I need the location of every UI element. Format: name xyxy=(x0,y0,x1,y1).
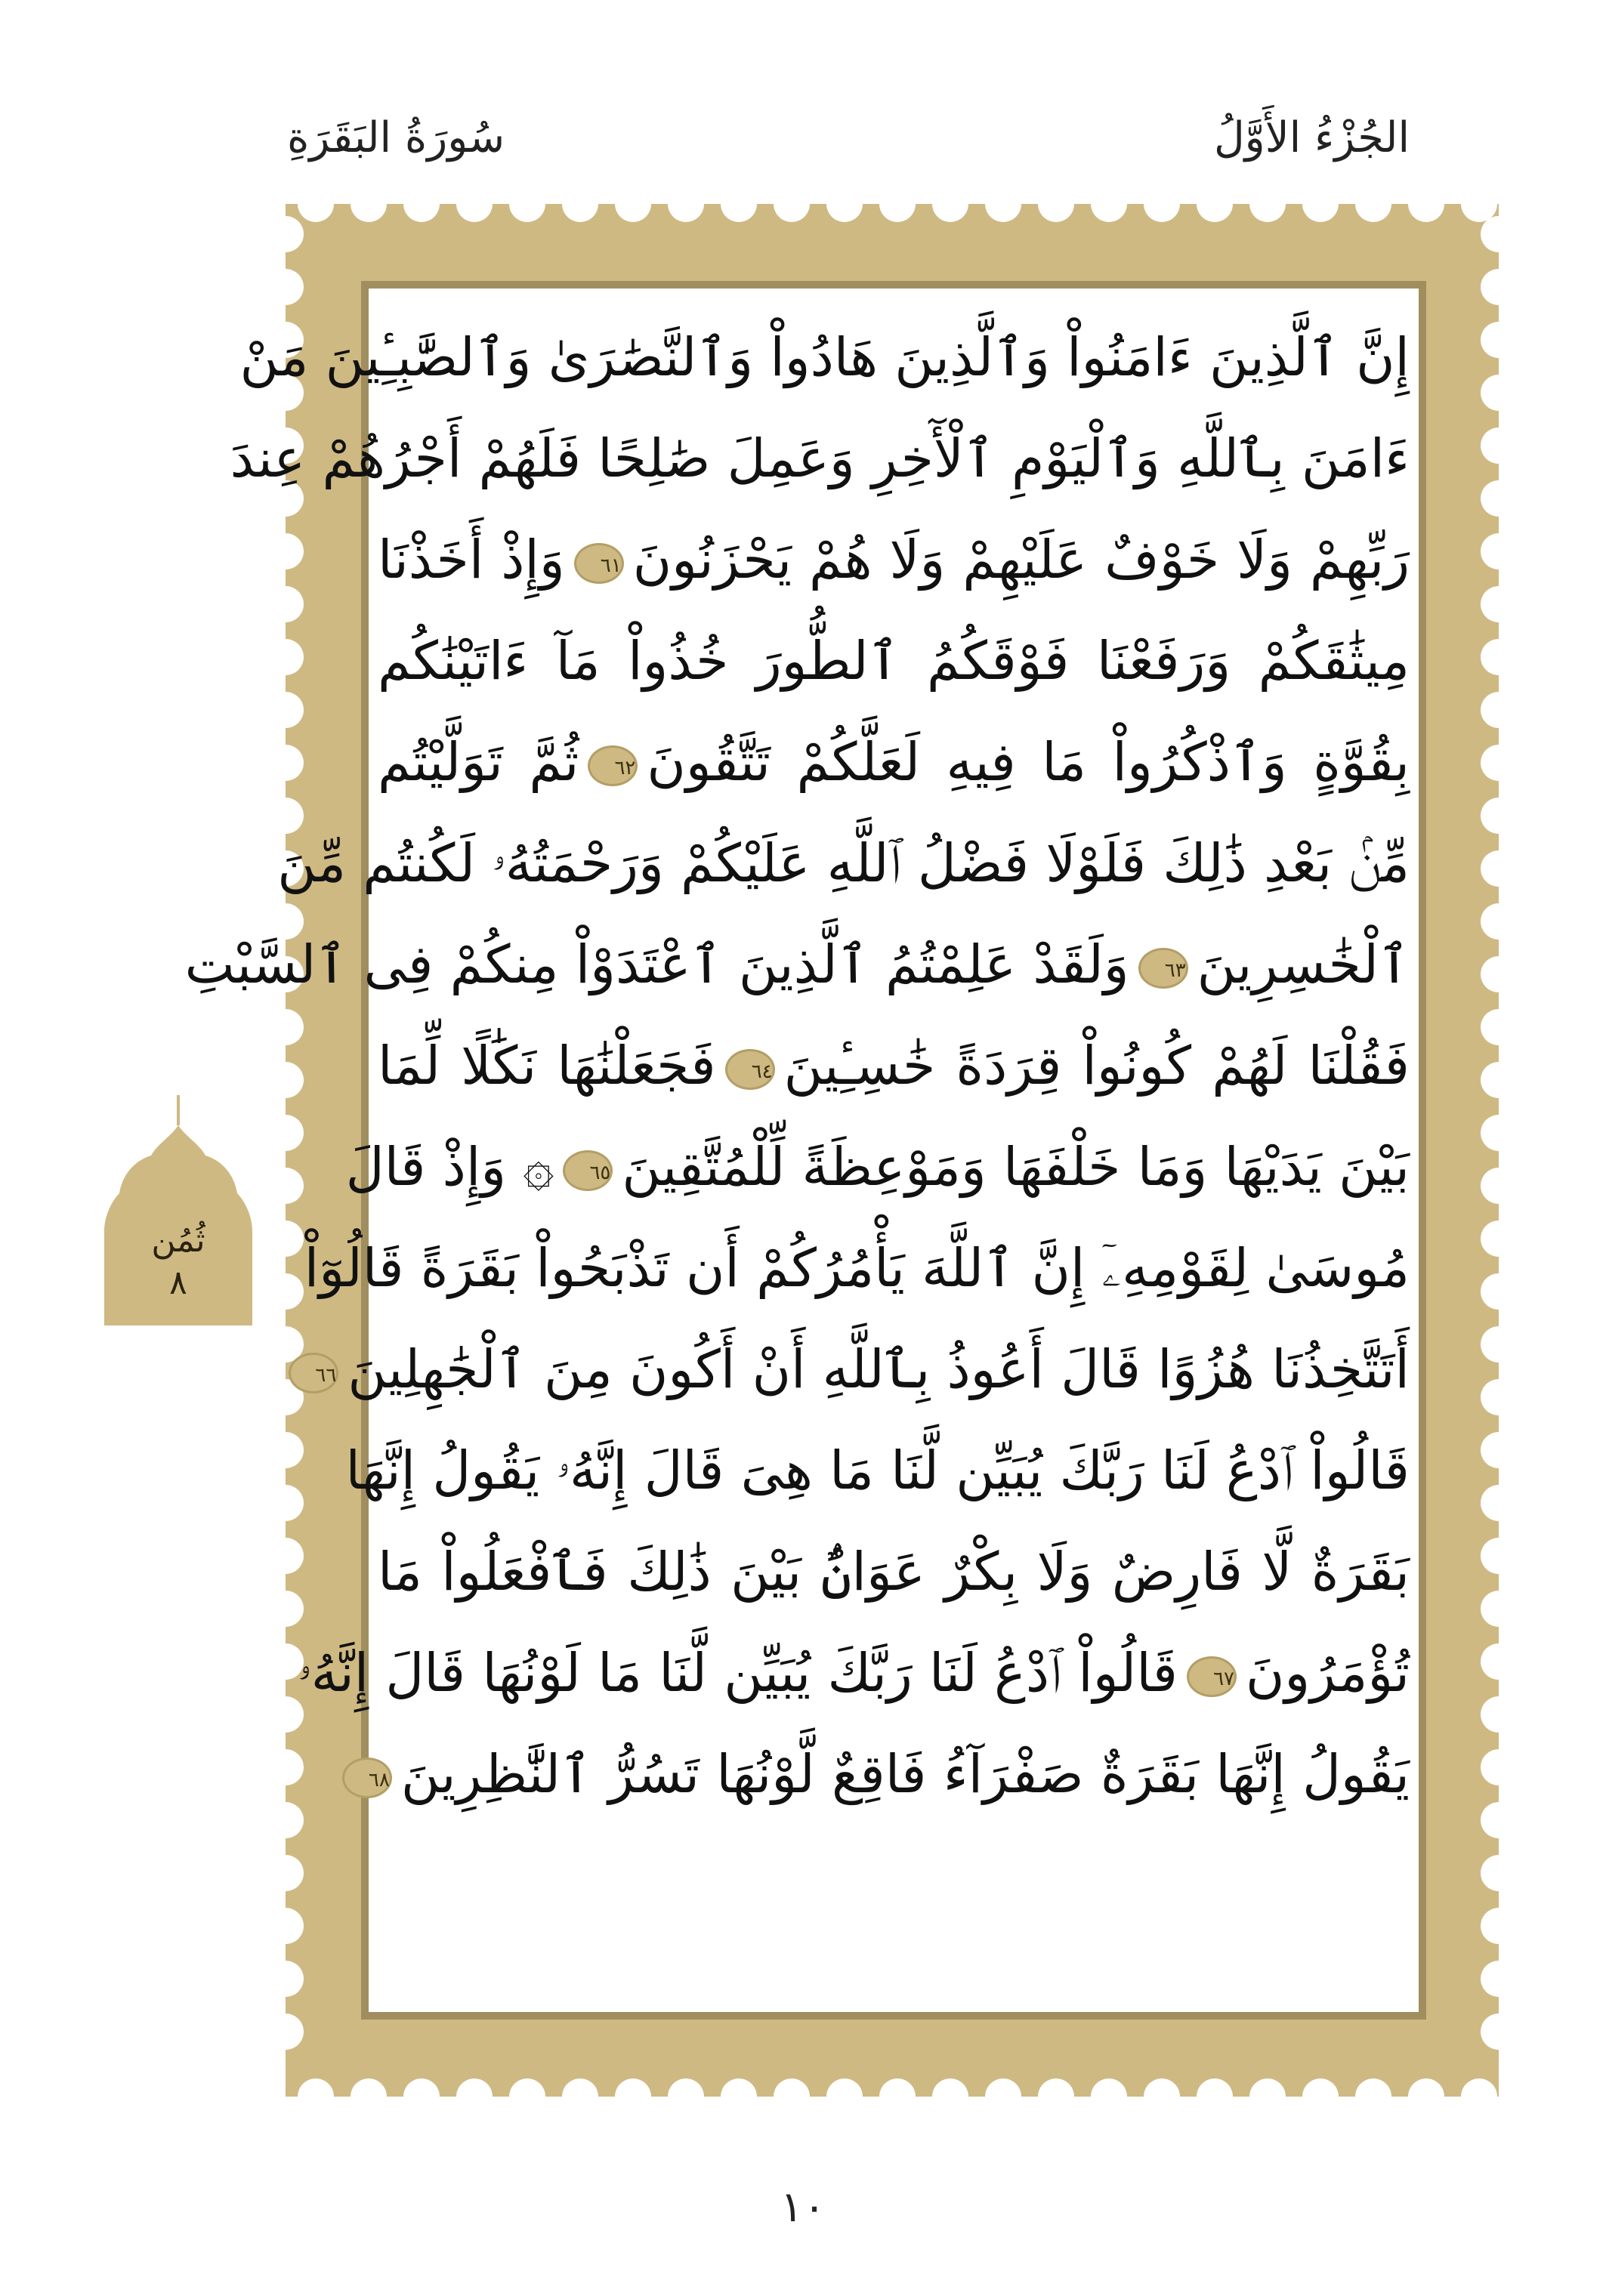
frame-scallop xyxy=(267,586,304,622)
frame-scallop xyxy=(879,2078,916,2115)
text-line: بِقُوَّةٍ وَٱذْكُرُواْ مَا فِيهِ لَعَلَّكُمْ تَتَّقُونَ٦٢ثُمَّ تَوَلَّيْتُم xyxy=(378,731,1410,793)
ayah-number-marker: ٦٤ xyxy=(725,1049,775,1090)
frame-scallop xyxy=(615,2078,651,2115)
ayah-number-marker: ٦٨ xyxy=(342,1757,392,1798)
frame-scallop xyxy=(267,1009,304,1045)
frame-scallop xyxy=(267,1802,304,1838)
ayah-number-marker: ٦١ xyxy=(574,543,624,584)
frame-scallop xyxy=(1481,1168,1517,1204)
frame-scallop xyxy=(774,2078,810,2115)
frame-scallop xyxy=(1481,1432,1517,1468)
ayah-number-marker: ٦٧ xyxy=(1187,1656,1237,1697)
frame-scallop xyxy=(1481,1696,1517,1733)
text-line: مِيثَٰقَكُمْ وَرَفَعْنَا فَوْقَكُمُ ٱلطُّورَ خُذُواْ مَآ ءَاتَيْنَٰكُم xyxy=(378,630,1410,692)
frame-scallop xyxy=(1355,2078,1391,2115)
frame-scallop xyxy=(1408,2078,1444,2115)
frame-scallop xyxy=(509,2078,545,2115)
frame-scallop xyxy=(1481,1749,1517,1785)
text-line: يَقُولُ إِنَّهَا بَقَرَةٌ صَفْرَآءُ فَاقِعٌ لَّوْنُهَا تَسُرُّ ٱلنَّٰظِرِينَ٦٨ xyxy=(378,1725,1410,1823)
frame-scallop xyxy=(267,1908,304,1944)
frame-scallop xyxy=(1481,1115,1517,1151)
frame-scallop xyxy=(298,2078,334,2115)
frame-scallop xyxy=(1408,186,1444,222)
text-line: مِّنۢ بَعْدِ ذَٰلِكَ فَلَوْلَا فَضْلُ ٱللَّهِ عَلَيْكُمْ وَرَحْمَتُهُۥ لَكُنتُم مِّنَ xyxy=(277,832,1410,894)
frame-scallop xyxy=(1091,2078,1127,2115)
frame-scallop xyxy=(267,1485,304,1521)
frame-scallop xyxy=(1038,186,1074,222)
frame-scallop xyxy=(267,1591,304,1627)
frame-scallop xyxy=(267,1168,304,1204)
frame-scallop xyxy=(1481,1273,1517,1310)
text-line: قَالُواْ ٱدْعُ لَنَا رَبَّكَ يُبَيِّن لَّنَا مَا هِىَ قَالَ إِنَّهُۥ يَقُولُ إِنَّهَا xyxy=(345,1440,1410,1501)
frame-scallop xyxy=(1481,1908,1517,1944)
frame-scallop xyxy=(1481,269,1517,305)
text-line: بَقَرَةٌ لَّا فَارِضٌ وَلَا بِكْرٌ عَوَانٌۢ بَيْنَ ذَٰلِكَ فَٱفْعَلُواْ مَا xyxy=(378,1541,1410,1603)
frame-scallop xyxy=(1481,1538,1517,1574)
frame-scallop xyxy=(267,745,304,781)
frame-scallop xyxy=(1481,2014,1517,2050)
frame-scallop xyxy=(267,2014,304,2050)
frame-scallop xyxy=(1481,216,1517,252)
ayah-number-marker: ٦٢ xyxy=(588,745,638,786)
frame-scallop xyxy=(351,2078,387,2115)
frame-scallop xyxy=(267,1115,304,1151)
frame-scallop xyxy=(721,186,757,222)
frame-scallop xyxy=(456,2078,493,2115)
frame-scallop xyxy=(403,186,440,222)
frame-scallop xyxy=(1197,2078,1233,2115)
frame-scallop xyxy=(1481,1961,1517,1997)
frame-scallop xyxy=(1038,2078,1074,2115)
frame-scallop xyxy=(562,186,598,222)
frame-scallop xyxy=(1481,1062,1517,1098)
frame-scallop xyxy=(826,2078,863,2115)
frame-scallop xyxy=(267,1538,304,1574)
frame-scallop xyxy=(1481,1221,1517,1257)
frame-scallop xyxy=(267,269,304,305)
frame-scallop xyxy=(267,1221,304,1257)
ayah-number-marker: ٦٣ xyxy=(1138,948,1188,989)
text-line: إِنَّ ٱلَّذِينَ ءَامَنُواْ وَٱلَّذِينَ هَادُواْ وَٱلنَّصَٰرَىٰ وَٱلصَّٰبِـِٔينَ مَنْ xyxy=(239,326,1410,388)
frame-scallop xyxy=(562,2078,598,2115)
frame-scallop xyxy=(267,216,304,252)
frame-scallop xyxy=(1355,186,1391,222)
frame-scallop xyxy=(1144,2078,1180,2115)
text-line: رَبِّهِمْ وَلَا خَوْفٌ عَلَيْهِمْ وَلَا هُمْ يَحْزَنُونَ٦١وَإِذْ أَخَذْنَا xyxy=(378,529,1410,591)
frame-scallop xyxy=(267,692,304,728)
frame-scallop xyxy=(1481,1802,1517,1838)
ayah-number-marker: ٦٥ xyxy=(563,1150,613,1191)
frame-scallop xyxy=(1091,186,1127,222)
frame-scallop xyxy=(615,186,651,222)
frame-scallop xyxy=(1481,480,1517,517)
frame-scallop xyxy=(1461,2078,1497,2115)
frame-scallop xyxy=(1481,1009,1517,1045)
frame-scallop xyxy=(1481,903,1517,940)
hizb-label: ثُمُن xyxy=(151,1221,205,1260)
frame-scallop xyxy=(1481,745,1517,781)
frame-scallop xyxy=(267,1749,304,1785)
hizb-marker-text xyxy=(104,1220,252,1304)
frame-scallop xyxy=(826,186,863,222)
frame-scallop xyxy=(267,1432,304,1468)
frame-scallop xyxy=(1481,1855,1517,1891)
frame-scallop xyxy=(1481,639,1517,675)
frame-scallop xyxy=(1249,186,1286,222)
frame-scallop xyxy=(1249,2078,1286,2115)
text-line: أَتَتَّخِذُنَا هُزُوًا قَالَ أَعُوذُ بِٱللَّهِ أَنْ أَكُونَ مِنَ ٱلْجَٰهِلِينَ٦٦ xyxy=(378,1320,1410,1418)
text-line: ٱلْخَٰسِرِينَ٦٣وَلَقَدْ عَلِمْتُمُ ٱلَّذِينَ ٱعْتَدَوْاْ مِنكُمْ فِى ٱلسَّبْتِ xyxy=(184,934,1410,995)
frame-scallop xyxy=(1481,375,1517,411)
frame-scallop xyxy=(879,186,916,222)
surah-header: سُورَةُ البَقَرَةِ xyxy=(287,113,505,162)
page-number: ١٠ xyxy=(780,2183,826,2232)
frame-scallop xyxy=(267,1961,304,1997)
frame-scallop xyxy=(985,2078,1021,2115)
frame-scallop xyxy=(1481,533,1517,569)
frame-scallop xyxy=(1197,186,1233,222)
frame-scallop xyxy=(774,186,810,222)
quran-text-area xyxy=(184,308,1410,1992)
frame-scallop xyxy=(267,1855,304,1891)
frame-scallop xyxy=(509,186,545,222)
frame-scallop xyxy=(1481,1643,1517,1680)
frame-scallop xyxy=(298,186,334,222)
juz-header: الجُزْءُ الأَوَّلُ xyxy=(1213,113,1410,162)
frame-scallop xyxy=(1481,850,1517,887)
frame-scallop xyxy=(932,186,968,222)
frame-scallop xyxy=(267,639,304,675)
frame-scallop xyxy=(1481,1379,1517,1415)
frame-scallop xyxy=(1481,1326,1517,1362)
frame-scallop xyxy=(1481,1591,1517,1627)
frame-scallop xyxy=(1481,956,1517,992)
frame-scallop xyxy=(1481,322,1517,358)
hizb-number: ٨ xyxy=(169,1264,187,1302)
frame-scallop xyxy=(1302,186,1339,222)
text-line: فَقُلْنَا لَهُمْ كُونُواْ قِرَدَةً خَٰسِـِٔينَ٦٤فَجَعَلْنَٰهَا نَكَٰلًا لِّمَا xyxy=(378,1035,1410,1097)
text-line: مُوسَىٰ لِقَوْمِهِۦٓ إِنَّ ٱللَّهَ يَأْمُرُكُمْ أَن تَذْبَحُواْ بَقَرَةً قَالُوٓاْ xyxy=(304,1237,1410,1299)
frame-scallop xyxy=(1144,186,1180,222)
frame-scallop xyxy=(1481,1485,1517,1521)
frame-scallop xyxy=(1481,586,1517,622)
frame-scallop xyxy=(668,186,704,222)
frame-scallop xyxy=(267,533,304,569)
frame-scallop xyxy=(1481,427,1517,464)
ayah-number-marker: ٦٦ xyxy=(289,1353,338,1393)
frame-scallop xyxy=(1481,692,1517,728)
frame-scallop xyxy=(267,1062,304,1098)
frame-scallop xyxy=(1481,798,1517,834)
frame-scallop xyxy=(932,2078,968,2115)
frame-scallop xyxy=(985,186,1021,222)
frame-scallop xyxy=(351,186,387,222)
frame-scallop xyxy=(456,186,493,222)
text-line: ءَامَنَ بِٱللَّهِ وَٱلْيَوْمِ ٱلْأٓخِرِ وَعَمِلَ صَٰلِحًا فَلَهُمْ أَجْرُهُمْ عِندَ xyxy=(230,427,1410,489)
frame-scallop xyxy=(403,2078,440,2115)
frame-scallop xyxy=(668,2078,704,2115)
text-line: بَيْنَ يَدَيْهَا وَمَا خَلْفَهَا وَمَوْعِظَةً لِّلْمُتَّقِينَ٦٥۞ وَإِذْ قَالَ xyxy=(345,1136,1410,1198)
frame-scallop xyxy=(267,1273,304,1310)
frame-scallop xyxy=(721,2078,757,2115)
frame-scallop xyxy=(1302,2078,1339,2115)
text-line: تُؤْمَرُونَ٦٧قَالُواْ ٱدْعُ لَنَا رَبَّكَ يُبَيِّن لَّنَا مَا لَوْنُهَا قَالَ إِنَّهُۥ xyxy=(298,1642,1410,1704)
